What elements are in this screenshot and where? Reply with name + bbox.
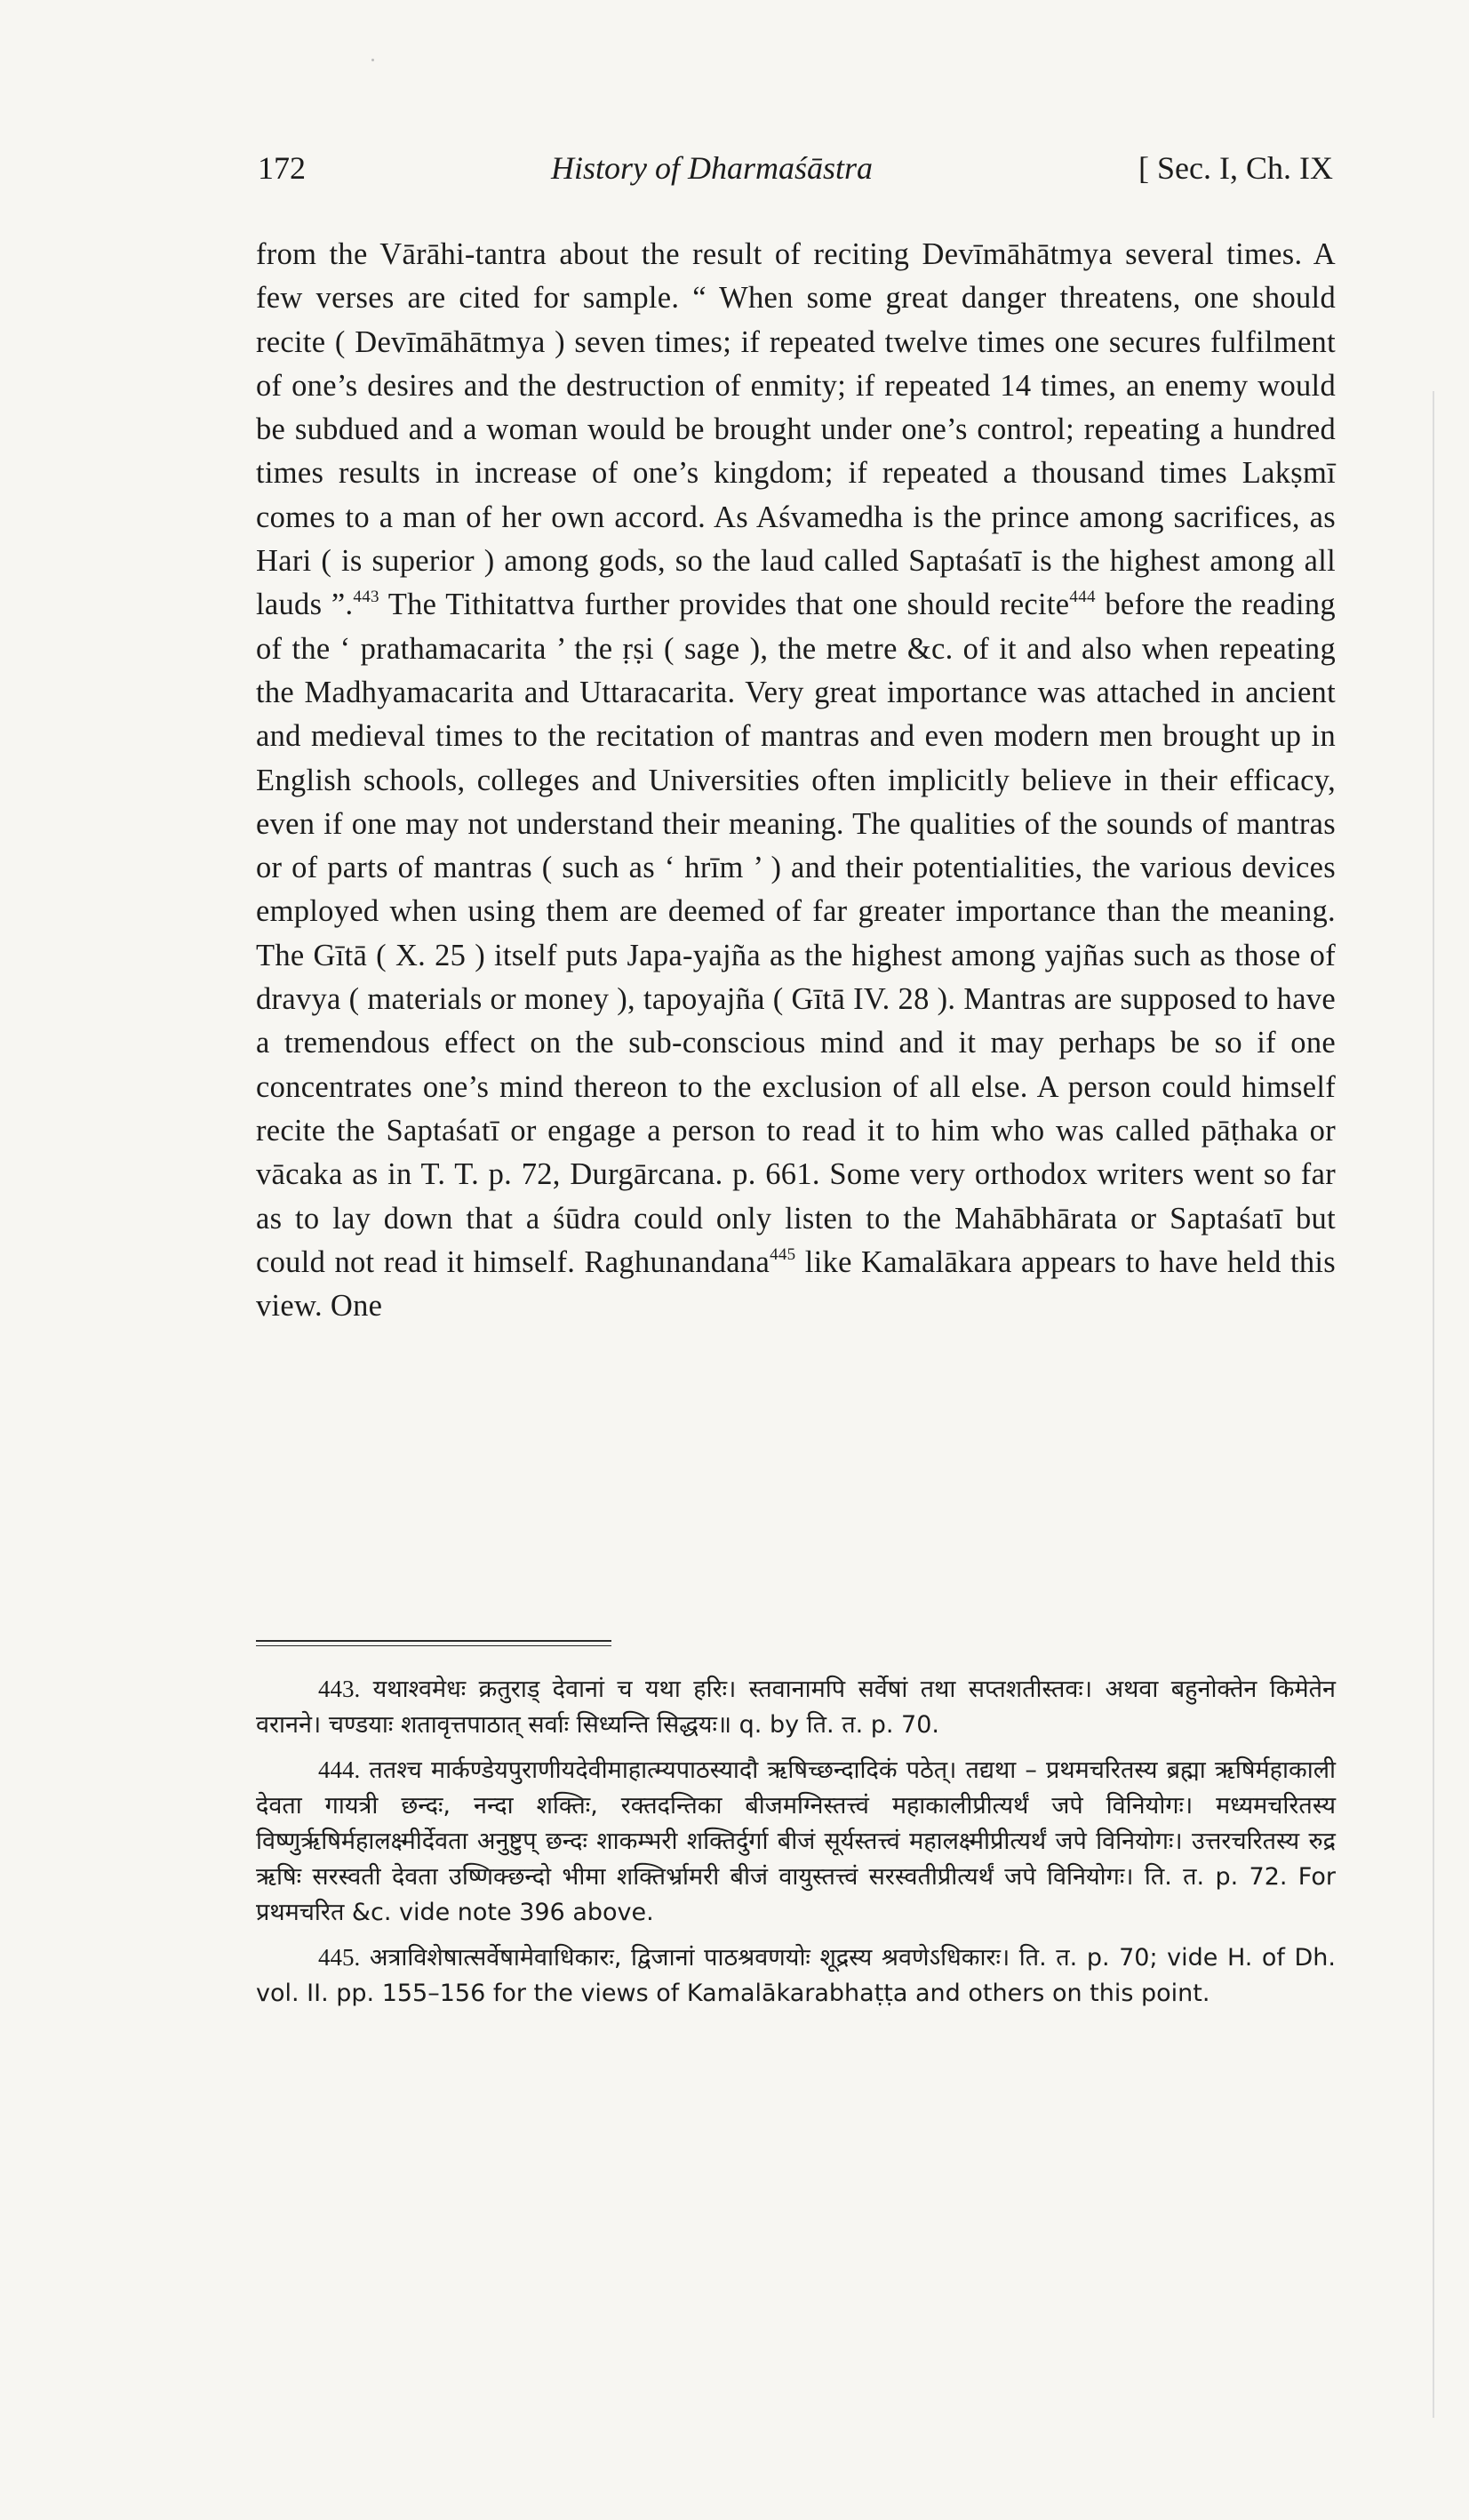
footnote-rule [256, 1640, 611, 1642]
footnote-text: यथाश्वमेधः क्रतुराड् देवानां च यथा हरिः। स्तवानामपि सर्वेषां तथा सप्तशतीस्तवः। अथवा बहुनोक्तेन किमेतेन वरानने। चण्डयाः शतावृत्तपाठात् सर्वाः सिध्यन्ति सिद्धयः॥ q. by ति. त. p. 70. [256, 1676, 1336, 1739]
footnote-text: ततश्च मार्कण्डेयपुराणीयदेवीमाहात्म्यपाठस्यादौ ऋषिच्छन्दादिकं पठेत्। तद्यथा – प्रथमचरितस्य ब्रह्मा ऋषिर्महाकाली देवता गायत्री छन्दः, नन्दा शक्तिः, रक्तदन्तिका बीजमग्निस्तत्त्वं महाकालीप्रीत्यर्थं जपे विनियोगः। मध्यमचरितस्य विष्णुर्ऋषिर्महालक्ष्मीर्देवता अनुष्टुप् छन्दः शाकम्भरी शक्तिर्दुर्गा बीजं सूर्यस्तत्त्वं महालक्ष्मीप्रीत्यर्थं जपे विनियोगः। उत्तरचरितस्य रुद्र ऋषिः सरस्वती देवता उष्णिक्छन्दो भीमा शक्तिर्भ्रामरी बीजं वायुस्तत्त्वं सरस्वतीप्रीत्यर्थं जपे विनियोगः। ति. त. p. 72. For प्रथमचरित &c. vide note 396 above. [256, 1756, 1336, 1926]
footnote-text: अत्राविशेषात्सर्वेषामेवाधिकारः, द्विजानां पाठश्रवणयोः शूद्रस्य श्रवणेऽधिकारः। ति. त. p. 70; vide H. of Dh. vol. II. pp. 155–156 for the views of Kamalākarabhaṭṭa and others on this point. [256, 1944, 1336, 2007]
section-label: [ Sec. I, Ch. IX [1138, 150, 1333, 186]
footnotes [256, 1671, 1336, 2020]
main-text [256, 233, 1336, 1328]
body-text-2: The Tithitattva further provides that one should recite [379, 588, 1070, 622]
footnote-ref-443: 443 [353, 588, 379, 607]
footnote-ref-445: 445 [770, 1244, 796, 1264]
body-text-4: like Kamalākara appears to have held this view. One [256, 1244, 1336, 1324]
body-text-3: before the reading of the ‘ prathamacarita ’ the ṛṣi ( sage ), the metre &c. of it and also when repeating the Madhyamacarita and Uttaracarita. Very great importance was attached in ancient and medieval times to the recitation of mantras and even modern men brought up in English schools, colleges and Universities often implicitly believe in their efficacy, even if one may not understand their meaning. The qualities of the sounds of mantras or of parts of mantras ( such as ‘ hrīm ’ ) and their potentialities, the various devices employed when using them are deemed of far greater importance than the meaning. The Gītā ( X. 25 ) itself puts Japa-yajña as the highest among yajñas such as those of dravya ( materials or money ), tapoyajña ( Gītā IV. 28 ). Mantras are supposed to have a tremendous effect on the sub-conscious mind and it may perhaps be so if one concentrates one’s mind thereon to the exclusion of all else. A person could himself recite the Saptaśatī or engage a person to read it to him who was called pāṭhaka or vācaka as in T. T. p. 72, Durgārcana. p. 661. Some very orthodox writers went so far as to lay down that a śūdra could only listen to the Mahābhārata or Saptaśatī but could not read it himself. Raghunandana [256, 588, 1336, 1279]
footnote-445 [256, 1940, 1336, 2012]
footnote-number: 445. [318, 1944, 361, 1971]
running-header [258, 149, 1333, 203]
footnote-rule-inner [256, 1645, 611, 1646]
running-title: History of Dharmaśāstra [551, 150, 874, 186]
footnote-number: 443. [318, 1676, 361, 1702]
footnote-444 [256, 1752, 1336, 1931]
footnote-443 [256, 1671, 1336, 1743]
body-paragraph [256, 233, 1336, 1328]
footnote-number: 444. [318, 1756, 361, 1783]
speck [371, 59, 374, 61]
page-number: 172 [258, 150, 306, 186]
scan-margin-line [1433, 391, 1434, 2418]
footnote-ref-444: 444 [1069, 588, 1096, 607]
body-text-1: from the Vārāhi-tantra about the result of reciting Devīmāhātmya several times. A few verses are cited for sample. “ When some great danger threatens, one should recite ( Devīmāhātmya ) seven times; if repeated twelve times one secures fulfilment of one’s desires and the destruction of enmity; if repeated 14 times, an enemy would be subdued and a woman would be brought under one’s control; repeating a hundred times results in increase of one’s kingdom; if repeated a thousand times Lakṣmī comes to a man of her own accord. As Aśvamedha is the prince among sacrifices, as Hari ( is superior ) among gods, so the laud called Saptaśatī is the highest among all lauds ”. [256, 237, 1336, 622]
